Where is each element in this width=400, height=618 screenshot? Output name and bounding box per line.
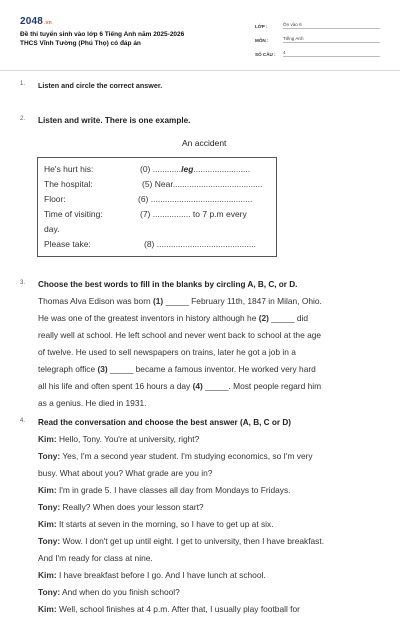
- form-row-answer[interactable]: [140, 164, 250, 174]
- example-answer: leg: [181, 164, 194, 174]
- meta-value: 4: [283, 50, 380, 57]
- question-text: Listen and write. There is one example.: [38, 116, 191, 125]
- title-line-1: Đề thi tuyển sinh vào lớp 6 Tiếng Anh năm 2025-2026: [20, 31, 185, 38]
- text-run: telegraph office: [38, 364, 98, 374]
- meta-info: [255, 16, 380, 58]
- text-run: _____ became a famous inventor. He worked very hard: [107, 364, 316, 374]
- dialog-line: [38, 567, 383, 584]
- dialog-line: [38, 601, 383, 618]
- paragraph-line: [38, 310, 383, 327]
- header-divider: [0, 70, 400, 71]
- dialog-text: busy. What about you? What grade are you in?: [38, 468, 213, 478]
- blank-dots: ................ to 7 p.m every: [152, 209, 247, 219]
- speaker-name: Kim:: [38, 485, 57, 495]
- dialog-line: [38, 550, 383, 567]
- document-title: [20, 30, 235, 48]
- text-run: really well at school. He left school and never went back to school at the age: [38, 330, 322, 340]
- form-row-answer[interactable]: [144, 239, 256, 249]
- dialog-line: [38, 516, 383, 533]
- meta-row-subject: [255, 30, 380, 43]
- speaker-name: Kim:: [38, 570, 57, 580]
- paragraph-line: [38, 293, 383, 310]
- text-run: all his life and often spent 16 hours a day: [38, 381, 193, 391]
- meta-value: Tiếng Anh: [283, 36, 380, 43]
- meta-label: MÔN :: [255, 38, 269, 43]
- blank-number: (3): [97, 364, 108, 374]
- dialog-text: It starts at seven in the morning, so I have to get up at six.: [56, 519, 274, 529]
- dialog-line: [38, 431, 383, 448]
- dialog-text: And I'm ready for class at nine.: [38, 553, 153, 563]
- speaker-name: Tony:: [38, 502, 61, 512]
- form-row-answer[interactable]: [138, 194, 252, 204]
- speaker-name: Tony:: [38, 451, 61, 461]
- form-row-answer[interactable]: [142, 179, 262, 189]
- blank-dots: Near......................................: [154, 179, 263, 189]
- speaker-name: Kim:: [38, 604, 57, 614]
- dialog-text: Wow. I don't get up until eight. I get to university, then I have breakfast.: [60, 536, 325, 546]
- speaker-name: Tony:: [38, 587, 61, 597]
- dialog-text: I'm in grade 5. I have classes all day from Mondays to Fridays.: [56, 485, 291, 495]
- blank-number: (8): [144, 239, 155, 249]
- blank-dots: ..........................................: [156, 239, 256, 249]
- cloze-paragraph: [38, 293, 383, 412]
- dialog-text: Well, school finishes at 4 p.m. After that, I usually play football for: [56, 604, 300, 614]
- blank-number: (5): [142, 179, 153, 189]
- paragraph-line: [38, 361, 383, 378]
- form-row-label: Floor:: [44, 194, 66, 204]
- logo-suffix: .vn: [44, 20, 52, 26]
- form-row-label: Time of visiting:: [44, 209, 103, 219]
- speaker-name: Kim:: [38, 519, 57, 529]
- meta-row-count: [255, 44, 380, 57]
- form-row-label: He's hurt his:: [44, 164, 94, 174]
- meta-label: LỚP :: [255, 24, 268, 29]
- question-text: Listen and circle the correct answer.: [38, 81, 163, 90]
- blank-number: (7): [140, 209, 151, 219]
- dialog-line: [38, 482, 383, 499]
- logo-text: 2048: [20, 16, 44, 27]
- dialog-line: [38, 499, 383, 516]
- dialog-line: [38, 448, 383, 465]
- question-number: 1.: [20, 81, 26, 87]
- form-row-label: Please take:: [44, 239, 91, 249]
- dialog-text: Really? When does your lesson start?: [60, 502, 204, 512]
- dialog-text: And when do you finish school?: [60, 587, 180, 597]
- speaker-name: Tony:: [38, 536, 61, 546]
- meta-label: SỐ CÂU :: [255, 52, 276, 57]
- dialog-text: Yes, I'm a second year student. I'm studying economics, so I'm very: [60, 451, 313, 461]
- form-box-title: An accident: [182, 138, 227, 148]
- text-run: He was one of the greatest inventors in history although he: [38, 313, 259, 323]
- dialog-text: Hello, Tony. You're at university, right?: [56, 434, 200, 444]
- title-line-2: THCS Vĩnh Tường (Phú Thọ) có đáp án: [20, 40, 141, 47]
- form-row-label: day.: [44, 224, 60, 234]
- form-row-label: The hospital:: [44, 179, 93, 189]
- question-number: 4.: [20, 418, 26, 424]
- text-run: _____ February 11th, 1847 in Milan, Ohio.: [163, 296, 322, 306]
- paragraph-line: [38, 395, 383, 412]
- question-text: Choose the best words to fill in the blanks by circling A, B, C, or D.: [38, 280, 298, 289]
- site-logo[interactable]: [20, 16, 52, 27]
- question-text: Read the conversation and choose the best answer (A, B, C or D): [38, 418, 291, 427]
- question-number: 3.: [20, 280, 26, 286]
- answer-form-box: [37, 157, 277, 257]
- paragraph-line: [38, 378, 383, 395]
- blank-number: (2): [258, 313, 269, 323]
- text-run: _____. Most people regard him: [202, 381, 322, 391]
- text-run: as a genius. He died in 1931.: [38, 398, 147, 408]
- conversation: [38, 431, 383, 618]
- text-run: _____ did: [268, 313, 309, 323]
- blank-dots: ............: [152, 164, 182, 174]
- form-row-answer[interactable]: [140, 209, 247, 219]
- blank-number: (1): [152, 296, 164, 306]
- blank-number: (6): [138, 194, 149, 204]
- blank-number: (0): [140, 164, 151, 174]
- paragraph-line: [38, 344, 383, 361]
- dialog-line: [38, 533, 383, 550]
- text-run: Thomas Alva Edison was born: [38, 296, 153, 306]
- paragraph-line: [38, 327, 383, 344]
- blank-dots: ........................: [193, 164, 251, 174]
- speaker-name: Kim:: [38, 434, 57, 444]
- dialog-line: [38, 465, 383, 482]
- meta-row-class: [255, 16, 380, 29]
- dialog-text: I have breakfast before I go. And I have lunch at school.: [56, 570, 266, 580]
- text-run: of twelve. He used to sell newspapers on trains, later he got a job in a: [38, 347, 296, 357]
- document-header: [0, 0, 400, 72]
- blank-number: (4): [192, 381, 203, 391]
- meta-value: Ôn vào 6: [283, 22, 380, 29]
- question-number: 2.: [20, 116, 26, 122]
- blank-dots: ...........................................: [150, 194, 253, 204]
- dialog-line: [38, 584, 383, 601]
